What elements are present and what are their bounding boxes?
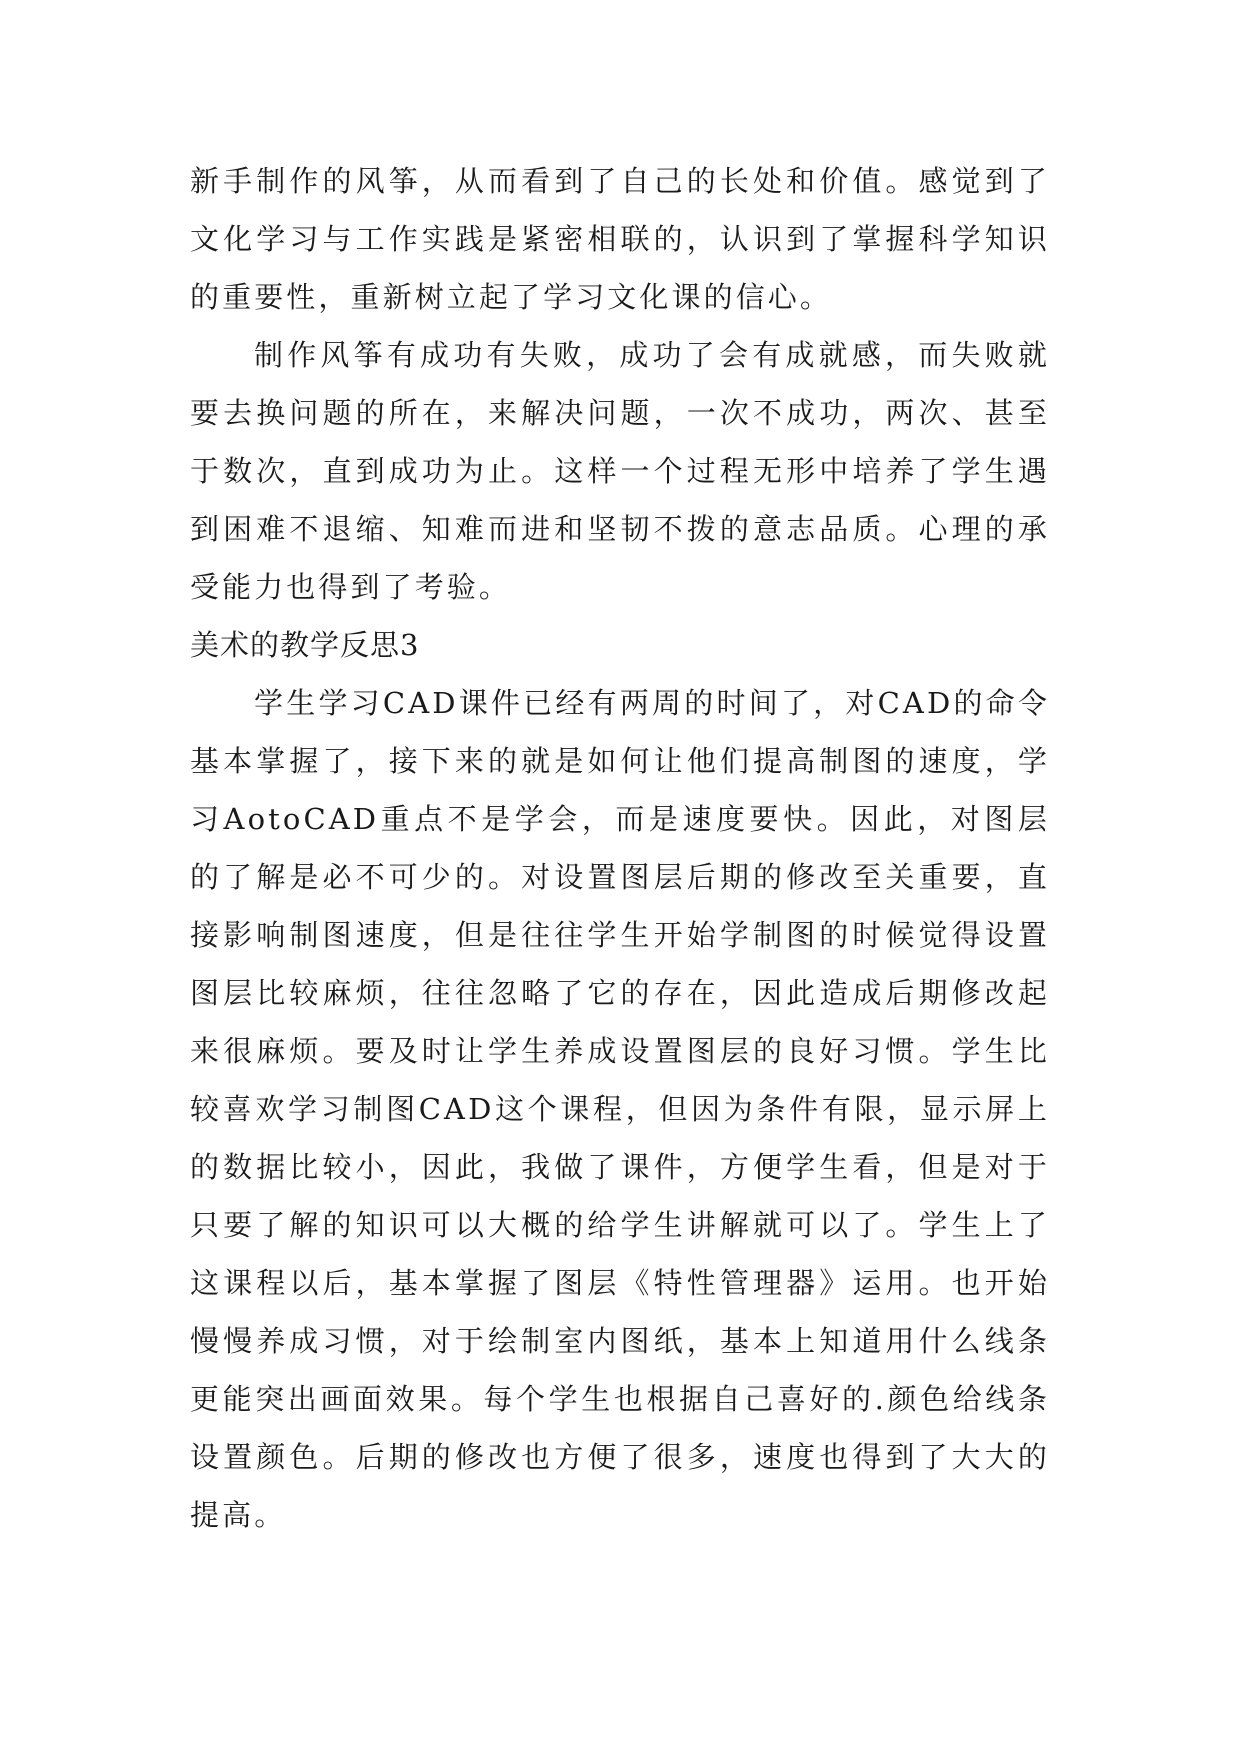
paragraph-continued: 新手制作的风筝，从而看到了自己的长处和价值。感觉到了文化学习与工作实践是紧密相联的，认识到了掌握科学知识的重要性，重新树立起了学习文化课的信心。	[190, 164, 1050, 314]
paragraph-cad-teaching: 学生学习CAD课件已经有两周的时间了，对CAD的命令基本掌握了，接下来的就是如何让他们提高制图的速度，学习AotoCAD重点不是学会，而是速度要快。因此，对图层的了解是必不可少的。对设置图层后期的修改至关重要，直接影响制图速度，但是往往学生开始学制图的时候觉得设置图层比较麻烦，往往忽略了它的存在，因此造成后期修改起来很麻烦。要及时让学生养成设置图层的良好习惯。学生比较喜欢学习制图CAD这个课程，但因为条件有限，显示屏上的数据比较小，因此，我做了课件，方便学生看，但是对于只要了解的知识可以大概的给学生讲解就可以了。学生上了这课程以后，基本掌握了图层《特性管理器》运用。也开始慢慢养成习惯，对于绘制室内图纸，基本上知道用什么线条更能突出画面效果。每个学生也根据自己喜好的.颜色给线条设置颜色。后期的修改也方便了很多，速度也得到了大大的提高。	[190, 686, 1050, 1532]
section-heading: 美术的教学反思3	[190, 628, 420, 662]
paragraph-kite-making: 制作风筝有成功有失败，成功了会有成就感，而失败就要去换问题的所在，来解决问题，一次不成功，两次、甚至于数次，直到成功为止。这样一个过程无形中培养了学生遇到困难不退缩、知难而进和坚韧不拨的意志品质。心理的承受能力也得到了考验。	[190, 338, 1050, 604]
document-body	[190, 152, 1050, 1544]
